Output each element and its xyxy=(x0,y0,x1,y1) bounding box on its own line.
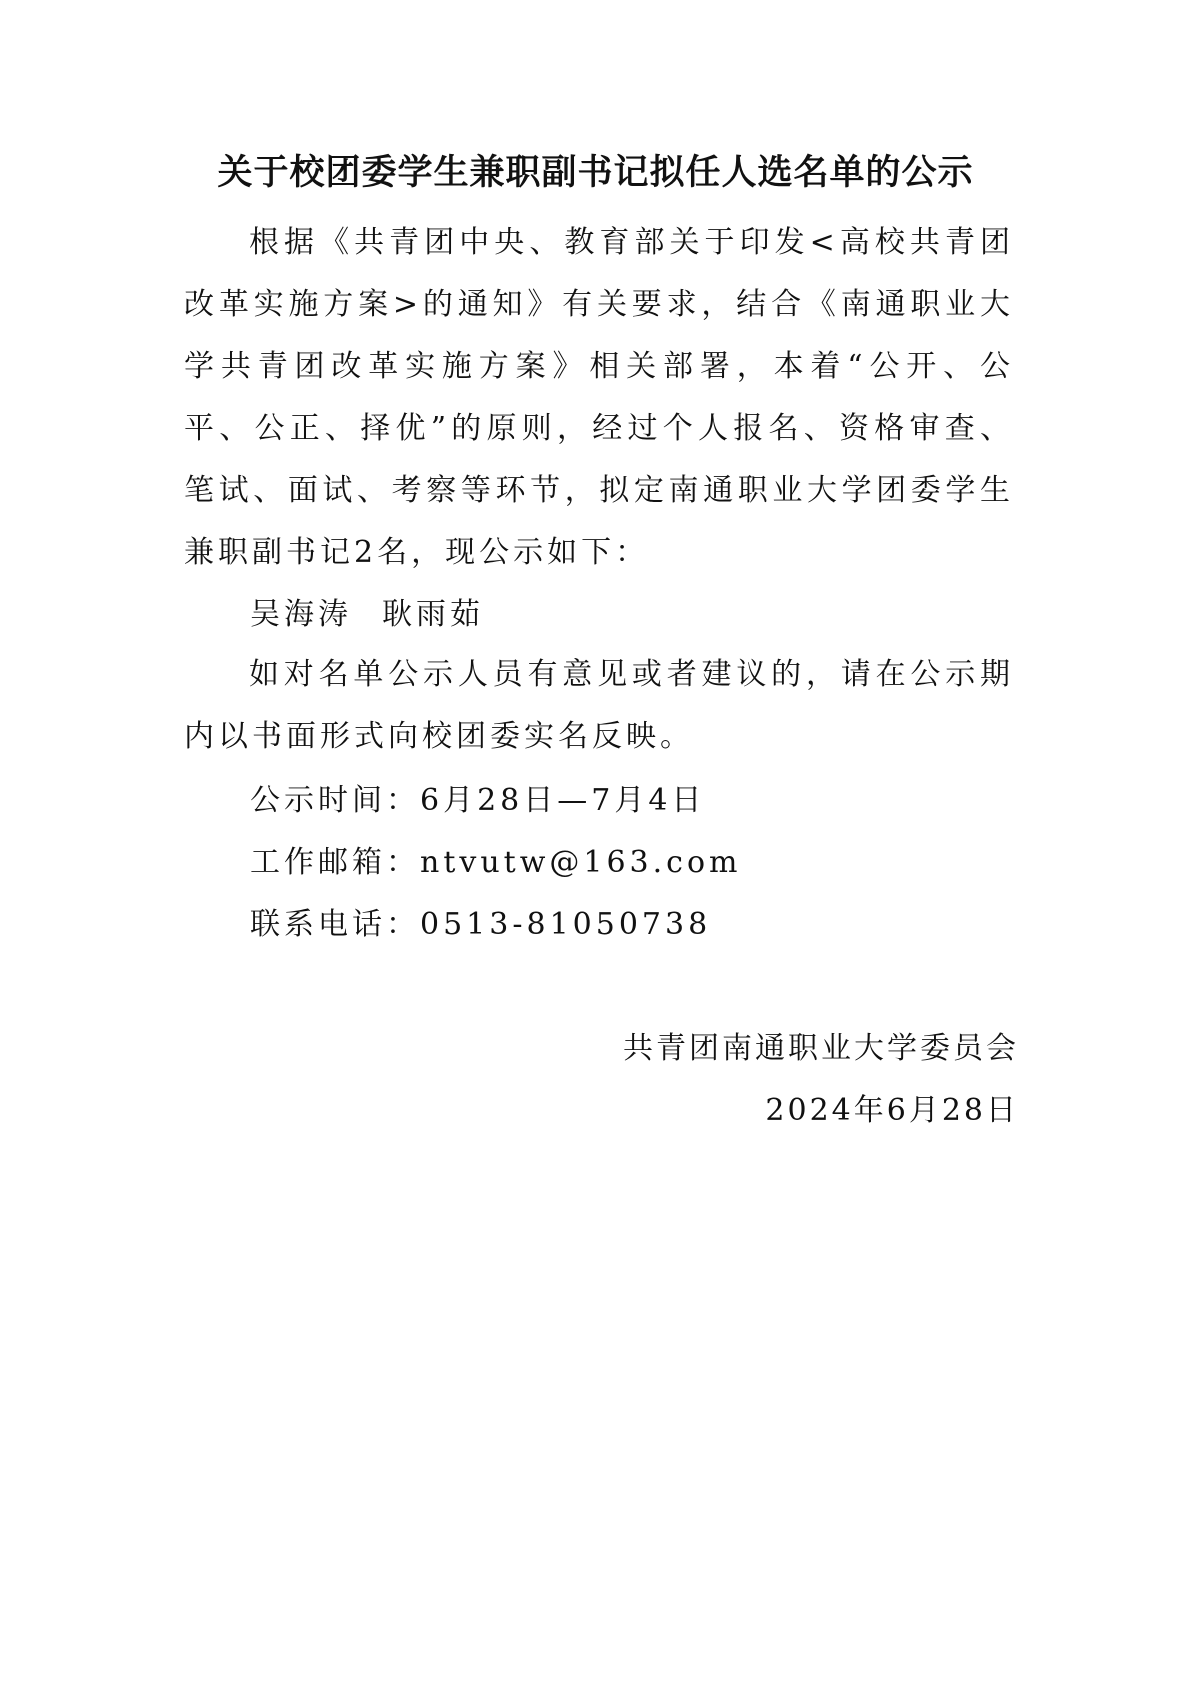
candidate-list xyxy=(250,590,484,640)
document-title: 关于校团委学生兼职副书记拟任人选名单的公示 xyxy=(217,152,974,193)
period-label: 公示时间： xyxy=(250,783,420,818)
candidate-name: 耿雨茹 xyxy=(382,597,484,632)
announcement-period xyxy=(250,776,705,826)
intro-paragraph: 根据《共青团中央、教育部关于印发<高校共青团改革实施方案>的通知》有关要求，结合《南通职业大学共青团改革实施方案》相关部署，本着“公开、公平、公正、择优”的原则，经过个人报名、资格审查、笔试、面试、考察等环节，拟定南通职业大学团委学生兼职副书记2名，现公示如下： xyxy=(184,225,1014,570)
contact-email xyxy=(250,838,742,888)
period-value: 6月28日—7月4日 xyxy=(420,783,706,818)
candidate-name: 吴海涛 xyxy=(250,597,352,632)
contact-phone xyxy=(250,900,711,950)
email-label: 工作邮箱： xyxy=(250,845,420,880)
signature-organization: 共青团南通职业大学委员会 xyxy=(623,1031,1019,1066)
feedback-paragraph: 如对名单公示人员有意见或者建议的，请在公示期内以书面形式向校团委实名反映。 xyxy=(184,657,1014,754)
signature-date: 2024年6月28日 xyxy=(765,1093,1019,1128)
email-value: ntvutw@163.com xyxy=(420,845,742,880)
phone-label: 联系电话： xyxy=(250,907,420,942)
phone-value: 0513-81050738 xyxy=(420,907,712,942)
